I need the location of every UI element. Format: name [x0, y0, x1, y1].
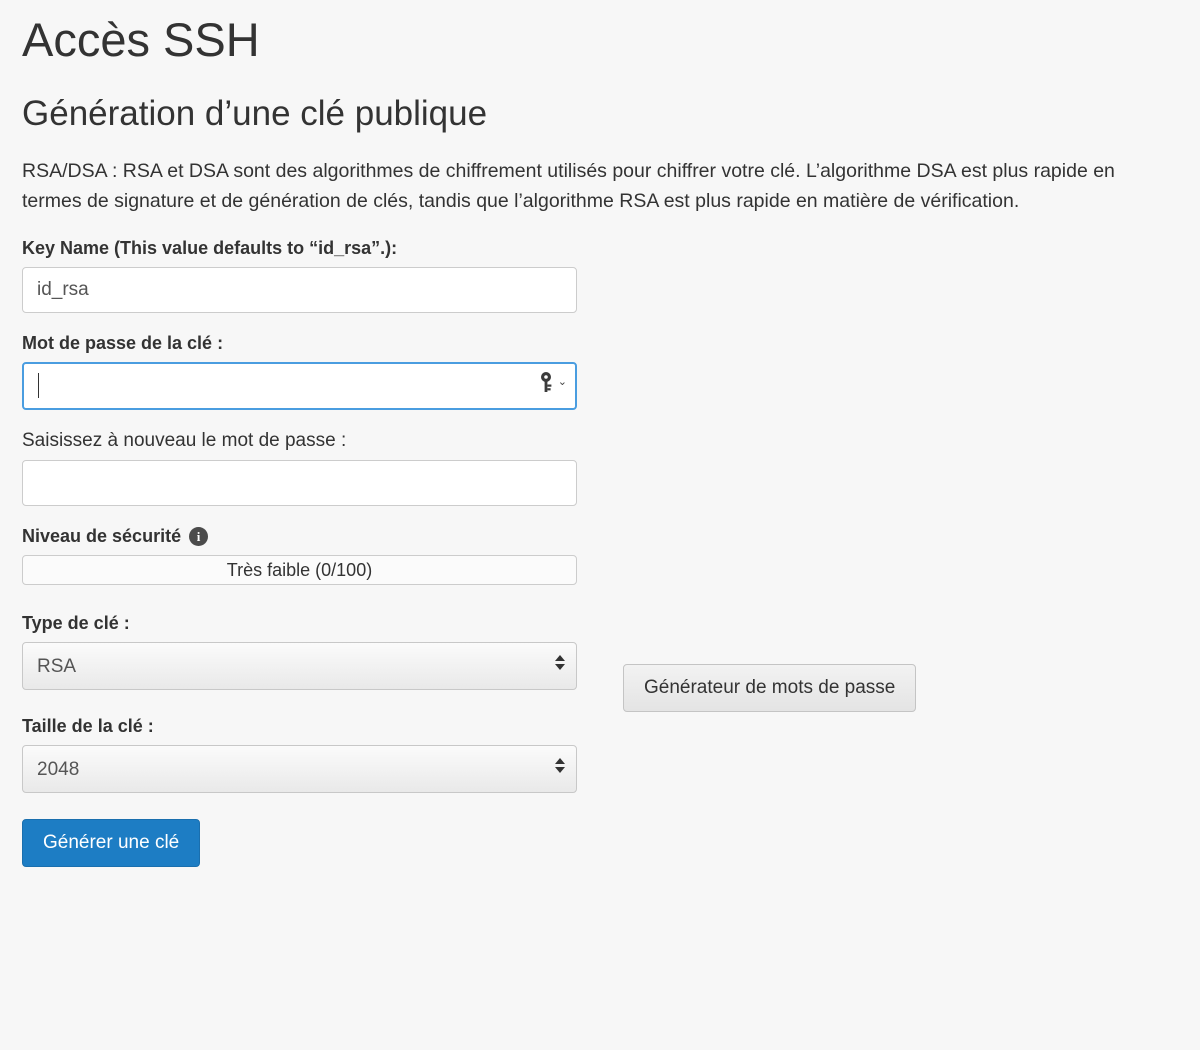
key-password-input[interactable]	[22, 362, 577, 410]
key-size-label: Taille de la clé :	[22, 716, 154, 737]
key-icon	[536, 371, 556, 393]
key-form	[22, 238, 622, 867]
strength-value-text: Très faible (0/100)	[226, 559, 373, 580]
generate-key-button[interactable]: Générer une clé	[22, 819, 200, 867]
key-type-field-group	[22, 613, 622, 690]
chevron-down-icon: ⌄	[557, 375, 567, 388]
key-password-field-group	[22, 333, 622, 410]
key-password-confirm-field-group	[22, 430, 622, 506]
key-size-select-wrapper	[22, 745, 577, 793]
intro-paragraph: RSA/DSA : RSA et DSA sont des algorithmes de chiffrement utilisés pour chiffrer votre clé. L’algorithme DSA est plus rapide en termes de signature et de génération de clés, tandis que l’algorithme RSA est plus rapide en matière de vérification.	[22, 159, 1115, 213]
key-type-select-wrapper	[22, 642, 577, 690]
key-password-confirm-input[interactable]	[22, 460, 577, 506]
key-type-label: Type de clé :	[22, 613, 130, 634]
key-password-confirm-label: Saisissez à nouveau le mot de passe :	[22, 430, 347, 452]
strength-meter	[22, 555, 577, 585]
key-password-label: Mot de passe de la clé :	[22, 333, 224, 354]
key-size-select[interactable]	[22, 745, 577, 793]
strength-field-group	[22, 526, 622, 585]
strength-label: Niveau de sécurité	[22, 526, 182, 547]
strength-label-row	[22, 526, 622, 547]
info-icon[interactable]: i	[189, 527, 208, 546]
text-caret	[38, 373, 39, 398]
key-size-field-group	[22, 716, 622, 793]
page-title: Accès SSH	[22, 13, 260, 66]
key-icon-reveal-button[interactable]	[536, 371, 567, 393]
section-title: Génération d’une clé publique	[22, 93, 488, 133]
key-type-select[interactable]	[22, 642, 577, 690]
password-generator-button[interactable]: Générateur de mots de passe	[623, 664, 916, 712]
key-name-input[interactable]	[22, 267, 577, 313]
key-name-label: Key Name (This value defaults to “id_rsa”.):	[22, 238, 398, 259]
key-name-field-group	[22, 238, 622, 313]
key-password-wrapper	[22, 362, 577, 410]
